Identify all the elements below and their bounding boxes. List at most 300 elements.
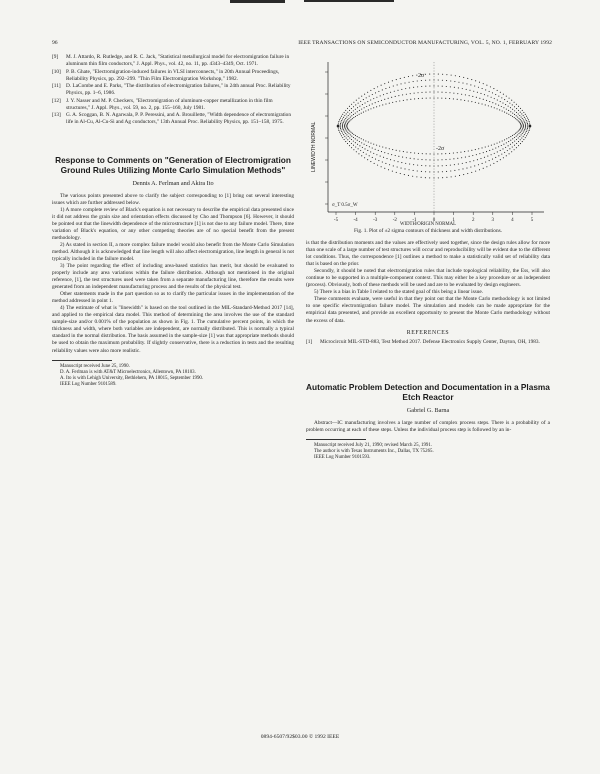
contour-point [345,128,346,129]
contour-point [425,74,426,75]
contour-point [342,124,343,125]
contour-point [369,155,370,156]
contour-point [527,123,528,124]
contour-point [518,113,519,114]
contour-point [345,121,346,122]
contour-point [458,82,459,83]
contour-point [526,120,527,121]
contour-point [442,74,443,75]
contour-point [523,119,524,120]
contour-point [421,86,422,87]
footnote: The author is with Texas Instruments Inc., Dallas, TX 75265. [314,448,434,454]
contour-point [392,102,393,103]
contour-point [382,104,383,105]
contour-point [355,109,356,110]
contour-point [352,133,353,134]
contour-point [524,129,525,130]
contour-point [459,76,460,77]
contour-point [525,137,526,138]
x-tick-label: -5 [333,218,339,222]
contour-point [521,134,522,135]
contour-point [389,148,390,149]
contour-point [514,102,515,103]
contour-point [522,128,523,129]
contour-point [501,106,502,107]
contour-point [524,130,525,131]
contour-point [523,115,524,116]
contour-point [357,140,358,141]
running-header [52,40,552,50]
abstract: Abstract—IC manufacturing involves a large number of complex process steps. There is a probability of a problem occurring at each of these steps. Unless the individual process step is followed by an in- [306,419,550,433]
contour-point [518,141,519,142]
contour-point [503,157,504,158]
article2-title: Automatic Problem Detection and Documentation in a Plasma Etch Reactor [306,381,550,403]
contour-point [410,152,411,153]
contour-point [471,150,472,151]
contour-point [344,139,345,140]
contour-point [412,176,413,177]
contour-point [341,129,342,130]
contour-point [461,157,462,158]
contour-point [388,169,389,170]
contour-point [406,94,407,95]
contour-point [378,91,379,92]
contour-point [441,153,442,154]
contour-point [366,97,367,98]
contour-point [489,160,490,161]
contour-point [417,170,418,171]
contour-point [353,102,354,103]
body-paragraph: is that the distribution moments and the values are effectively used together, since the design rules allow for more than one scale of a large number of test structures will occur and reproducibility will be evident due to the different lot conditions. Thus, the correspondence [1] outlines a method to make a statistically valid set of reliability data that is based on the prior. [306,240,550,268]
contour-point [341,116,342,117]
contour-point [348,136,349,137]
contour-point [375,159,376,160]
contour-point [523,139,524,140]
contour-point [425,86,426,87]
contour-point [478,87,479,88]
contour-point [442,80,443,81]
footnote: A. Ito is with Lehigh University, Bethlehem, PA 18015, September 1990. [60,375,204,381]
x-tick-label: 4 [511,218,514,222]
contour-point [469,90,470,91]
contour-point [401,162,402,163]
contour-point [406,157,407,158]
x-tick-label: -4 [353,218,358,222]
contour-point [520,132,521,133]
contour-point [364,148,365,149]
contour-point [433,159,434,160]
contour-point [389,164,390,165]
contour-point [523,126,524,127]
y-axis-label: LINEWIDTH NORMAL [311,121,317,172]
contour-point [458,169,459,170]
contour-point [459,175,460,176]
contour-point [476,97,477,98]
contour-point [360,101,361,102]
contour-point [518,120,519,121]
contour-point [484,157,485,158]
contour-point [346,134,347,135]
contour-point [487,95,488,96]
contour-point [526,129,527,130]
contour-point [491,106,492,107]
contour-point [453,153,454,154]
contour-point [527,118,528,119]
contour-point [341,122,342,123]
contour-point [346,131,347,132]
contour-point [429,74,430,75]
contour-point [496,108,497,109]
contour-point [467,173,468,174]
contour-point [389,103,390,104]
contour-point [377,165,378,166]
contour-point [340,133,341,134]
contour-point [359,145,360,146]
contour-point [526,116,527,117]
contour-point [357,144,358,145]
contour-point [462,88,463,89]
contour-point [386,93,387,94]
contour-point [454,87,455,88]
contour-point [458,164,459,165]
contour-point [481,147,482,148]
contour-point [486,100,487,101]
contour-point [529,130,530,131]
contour-point [369,105,370,106]
contour-point [466,83,467,84]
contour-point [373,107,374,108]
contour-point [344,132,345,133]
body-paragraph: 3) The point regarding the effect of including area-based statistics has merit, but should be evaluated to properly include any area variations within the failure distribution. Although not mentioned in the original reference, [1], the test structures used were taken from a separate manufacturing line, therefore the results were generated from an independent manufacturing process and the results of the physical test. [52,262,294,291]
contour-point [388,153,389,154]
contour-point [451,176,452,177]
contour-point [485,89,486,90]
contour-point [490,165,491,166]
contour-point [400,173,401,174]
contour-point [376,145,377,146]
contour-point [385,104,386,105]
page-number: 96 [52,40,58,46]
contour-point [488,146,489,147]
contour-point [512,138,513,139]
contour-point [509,153,510,154]
contour-point [498,96,499,97]
contour-point [527,133,528,134]
contour-point [519,122,520,123]
contour-point [384,168,385,169]
contour-point [438,80,439,81]
contour-point [449,159,450,160]
contour-point [353,134,354,135]
contour-point [368,109,369,110]
contour-point [506,96,507,97]
article-title: Response to Comments on "Generation of Electromigration Ground Rules Utilizing Monte Carlo Simulation Methods" [55,154,291,175]
contour-point [342,132,343,133]
contour-point [417,80,418,81]
contour-point [396,172,397,173]
contour-point [505,147,506,148]
contour-point [512,146,513,147]
contour-point [494,144,495,145]
contour-point [473,160,474,161]
contour-point [433,85,434,86]
contour-point [414,158,415,159]
contour-point [353,117,354,118]
contour-point [340,118,341,119]
contour-point [525,118,526,119]
contour-point [454,164,455,165]
contour-point [363,99,364,100]
contour-point [358,98,359,99]
contour-point [397,90,398,91]
footnote: Manuscript received July 21, 1990; revised March 25, 1991. [314,442,433,448]
contour-point [340,124,341,125]
contour-point [483,83,484,84]
contour-point [525,125,526,126]
contour-point [516,147,517,148]
contour-point [380,95,381,96]
contour-point [394,160,395,161]
contour-point [345,118,346,119]
contour-point [473,91,474,92]
contour-point [340,127,341,128]
contour-point [441,98,442,99]
contour-point [338,128,339,129]
contour-point [393,86,394,87]
contour-point [351,136,352,137]
contour-point [347,132,348,133]
contour-point [353,110,354,111]
contour-point [514,117,515,118]
contour-point [500,150,501,151]
contour-point [510,144,511,145]
footnote: IEEE Log Number 9101593. [314,455,371,461]
contour-point [343,117,344,118]
contour-point [457,158,458,159]
contour-point [438,171,439,172]
contour-point [404,77,405,78]
contour-point [516,119,517,120]
contour-point [410,99,411,100]
contour-point [351,112,352,113]
right-column [306,54,550,461]
contour-point [348,115,349,116]
contour-point [395,96,396,97]
contour-point [404,174,405,175]
contour-point [395,155,396,156]
contour-point [364,144,365,145]
contour-point [502,148,503,149]
contour-point [510,136,511,137]
contour-point [413,81,414,82]
contour-point [361,155,362,156]
contour-point [523,125,524,126]
contour-point [345,123,346,124]
contour-point [508,141,509,142]
contour-point [475,102,476,103]
contour-point [437,97,438,98]
contour-point [463,174,464,175]
contour-point [359,106,360,107]
contour-point [511,100,512,101]
contour-point [449,153,450,154]
contour-point [464,100,465,101]
contour-point [525,114,526,115]
contour-point [338,121,339,122]
contour-point [472,96,473,97]
contour-point [478,103,479,104]
contour-point [521,120,522,121]
contour-point [511,151,512,152]
contour-point [514,110,515,111]
contour-point [379,105,380,106]
contour-point [348,130,349,131]
contour-point [417,92,418,93]
contour-point [455,75,456,76]
contour-point [495,157,496,158]
contour-point [338,130,339,131]
contour-point [355,104,356,105]
contour-point [343,134,344,135]
contour-point [517,134,518,135]
contour-point [349,137,350,138]
contour-point [509,98,510,99]
contour-point [349,106,350,107]
contour-point [384,83,385,84]
contour-point [506,155,507,156]
contour-point [445,98,446,99]
contour-point [438,165,439,166]
contour-point [471,79,472,80]
contour-point [520,139,521,140]
contour-point [518,133,519,134]
footnote-rule [52,360,112,361]
contour-point [382,147,383,148]
journal-title: IEEE TRANSACTIONS ON SEMICONDUCTOR MANUFACTURING, VOL. 5, NO. 1, FEBRUARY 1992 [298,40,552,46]
contour-point [501,97,502,98]
contour-point [413,87,414,88]
contour-point [367,150,368,151]
contour-point [479,153,480,154]
contour-point [383,94,384,95]
contour-point [384,99,385,100]
contour-point [518,137,519,138]
contour-point [418,98,419,99]
contour-point [522,141,523,142]
contour-point [508,106,509,107]
contour-point [421,171,422,172]
figure-caption: Fig. 1. Plot of ±2 sigma contours of thickness and width distributions. [354,228,502,234]
footnote: D. A. Ferlman is with AT&T Microelectronics, Allentown, PA 18103. [60,369,196,375]
contour-point [516,143,517,144]
contour-point [381,151,382,152]
contour-point [409,82,410,83]
contour-point [510,111,511,112]
contour-point [521,131,522,132]
contour-point [466,89,467,90]
contour-point [514,141,515,142]
contour-point [515,133,516,134]
contour-point [523,132,524,133]
contour-point [417,159,418,160]
contour-point [348,118,349,119]
contour-point [489,150,490,151]
label-neg2sigma: -2σ [436,146,445,152]
contour-point [503,107,504,108]
contour-point [522,127,523,128]
contour-point [392,149,393,150]
contour-point [475,149,476,150]
contour-point [521,116,522,117]
contour-point [524,122,525,123]
contour-point [392,80,393,81]
contour-point [500,92,501,93]
contour-point [343,121,344,122]
contour-point [498,105,499,106]
contour-point [430,153,431,154]
contour-point [446,74,447,75]
contour-point [366,154,367,155]
label-sigma: σ_T 0.5σ_W [332,203,358,208]
contour-point [492,102,493,103]
contour-point [389,87,390,88]
contour-point [364,103,365,104]
contour-point [442,86,443,87]
contour-point [498,155,499,156]
contour-point [364,157,365,158]
contour-point [353,106,354,107]
contour-point [495,148,496,149]
contour-point [422,153,423,154]
contour-point [398,156,399,157]
contour-point [408,175,409,176]
contour-point [504,99,505,100]
contour-point [341,120,342,121]
contour-point [458,87,459,88]
contour-point [353,114,354,115]
contour-point [489,91,490,92]
contour-point [372,157,373,158]
contour-point [413,164,414,165]
contour-point [514,106,515,107]
contour-point [519,136,520,137]
contour-point [499,109,500,110]
contour-point [357,107,358,108]
contour-point [342,114,343,115]
contour-point [361,96,362,97]
contour-point [445,159,446,160]
body-paragraph: Other statements made in the part question so as to clarify the particular issues in the implementation of the method addressed in point 1. [52,291,294,305]
contour-point [349,120,350,121]
contour-point [356,151,357,152]
contour-point [349,141,350,142]
contour-point [519,115,520,116]
contour-point [433,177,434,178]
contour-point [521,113,522,114]
contour-point [465,94,466,95]
contour-point [357,115,358,116]
contour-point [426,153,427,154]
contour-point [493,163,494,164]
contour-point [518,110,519,111]
contour-point [475,80,476,81]
contour-point [522,133,523,134]
contour-point [361,109,362,110]
contour-point [418,153,419,154]
contour-point [481,104,482,105]
contour-point [425,80,426,81]
contour-point [378,150,379,151]
